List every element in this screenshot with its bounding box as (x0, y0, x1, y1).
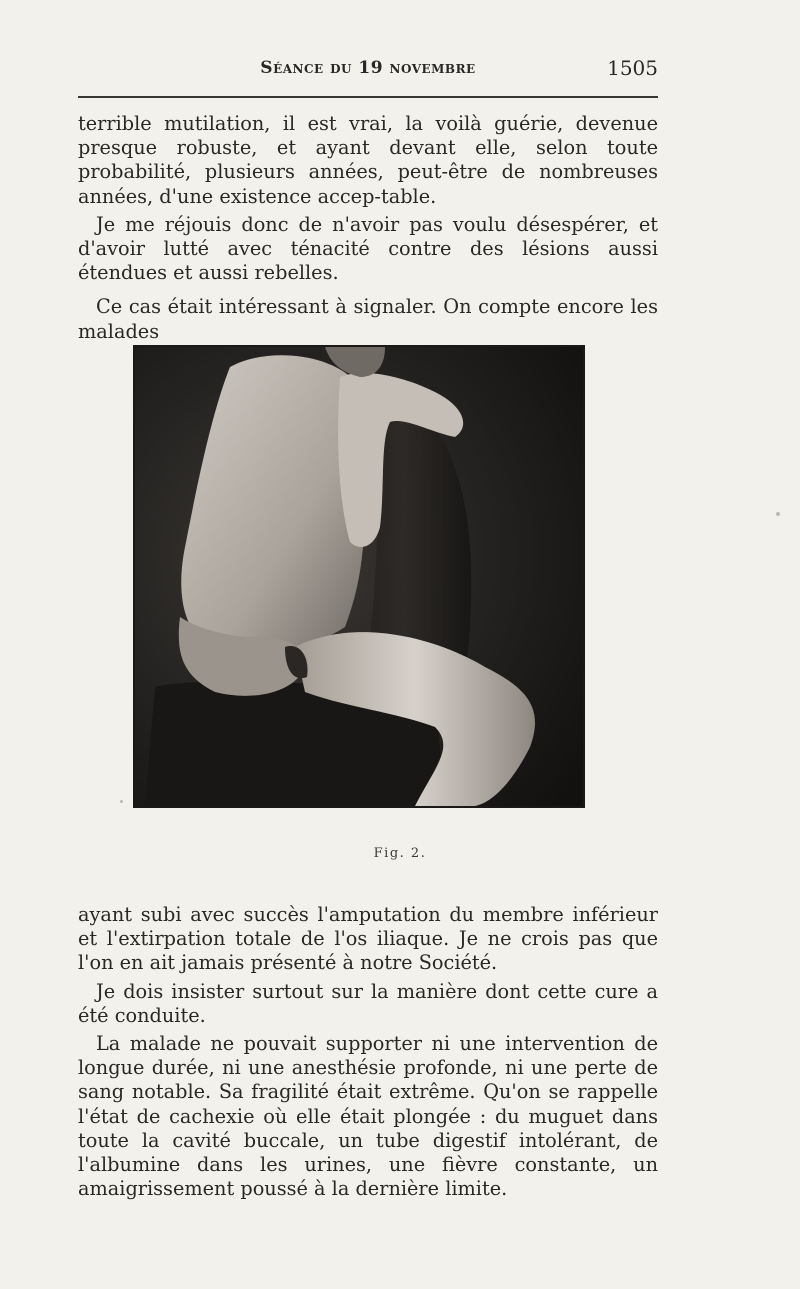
text-block-top (78, 112, 658, 348)
running-head (78, 56, 658, 82)
text-block-bottom (78, 903, 658, 1205)
running-title: Séance du 19 novembre (260, 58, 476, 78)
header-rule (78, 96, 658, 98)
page-number: 1505 (607, 56, 658, 80)
paper-speck (120, 800, 123, 803)
paragraph: Ce cas était intéressant à signaler. On compte encore les malades (78, 295, 658, 343)
figure-photograph (133, 345, 585, 808)
paragraph: Je me réjouis donc de n'avoir pas voulu désespérer, et d'avoir lutté avec ténacité contre des lésions aussi étendues et aussi rebelles. (78, 212, 658, 285)
paragraph: ayant subi avec succès l'amputation du membre inférieur et l'extirpation totale de l'os iliaque. Je ne crois pas que l'on en ait jamais présenté à notre Société. (78, 903, 658, 975)
figure-caption: Fig. 2. (373, 846, 427, 861)
paragraph: La malade ne pouvait supporter ni une intervention de longue durée, ni une anesthésie profonde, ni une perte de sang notable. Sa fragilité était extrême. Qu'on se rappelle l'état de cachexie où elle était plongée : du muguet dans toute la cavité buccale, un tube digestif intolérant, de l'albumine dans les urines, une fièvre constante, un amaigrissement poussé à la dernière limite. (78, 1032, 658, 1201)
photograph-illustration (135, 347, 583, 806)
paper-speck (776, 512, 780, 516)
paragraph: Je dois insister surtout sur la manière dont cette cure a été conduite. (78, 979, 658, 1027)
paragraph: terrible mutilation, il est vrai, la voilà guérie, devenue presque robuste, et ayant devant elle, selon toute probabilité, plusieurs années, peut-être de nombreuses années, d'une existence accep-table. (78, 112, 658, 208)
